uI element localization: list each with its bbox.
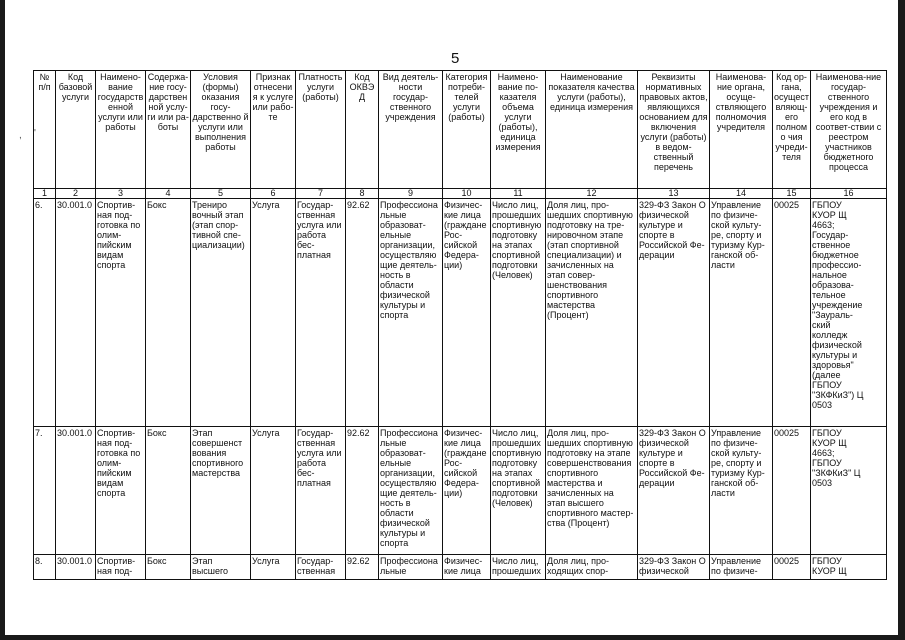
cell-authority-code: 00025: [773, 555, 811, 580]
cell-conditions: Этап совершенст вования спортивного мастерства: [191, 427, 251, 555]
page-number: 5: [451, 50, 460, 67]
col-number: 1: [34, 189, 56, 199]
cell-row-number: 7.: [34, 427, 56, 555]
col-number: 3: [96, 189, 146, 199]
header-row: [34, 71, 887, 189]
cell-authority-code: 00025: [773, 199, 811, 427]
col-header: Код ОКВЭД: [346, 71, 379, 189]
cell-base-code: 30.001.0: [56, 199, 96, 427]
cell-consumers: Физичес- кие лица (граждане Рос- сийской Федера- ции): [443, 199, 491, 427]
scan-edge-bottom: [0, 635, 905, 640]
cell-okved: 92.62: [346, 427, 379, 555]
col-header: Наименова-ние государ-ственного учреждения и его код в соответ-ствии с реестром участников бюджетного процесса: [811, 71, 887, 189]
cell-payment: Государ- ственная услуга или работа бес- платная: [296, 427, 346, 555]
col-header: Наименова-ние органа, осуще-ствляющего полномочия учредителя: [710, 71, 773, 189]
col-number: 5: [191, 189, 251, 199]
cell-service-name: Спортив- ная под- готовка по олим- пийским видам спорта: [96, 199, 146, 427]
col-number: 4: [146, 189, 191, 199]
col-number: 11: [491, 189, 546, 199]
cell-authority: Управление по физиче-: [710, 555, 773, 580]
cell-base-code: 30.001.0: [56, 427, 96, 555]
col-number: 15: [773, 189, 811, 199]
cell-quality-indicator: Доля лиц, про- ходящих спор-: [546, 555, 638, 580]
col-header: Код ор-гана, осущест вляющ-его полномо чия учреди-теля: [773, 71, 811, 189]
col-number: 10: [443, 189, 491, 199]
cell-type: Услуга: [251, 427, 296, 555]
cell-payment: Государ- ственная услуга или работа бес- платная: [296, 199, 346, 427]
cell-institution: ГБПОУ КУОР Щ: [811, 555, 887, 580]
cell-okved: 92.62: [346, 199, 379, 427]
cell-conditions: Трениро вочный этап (этап спор- тивной спе- циализации): [191, 199, 251, 427]
col-number: 14: [710, 189, 773, 199]
cell-activity: Профессиона льные: [379, 555, 443, 580]
cell-legal-acts: 329-ФЗ Закон О физической: [638, 555, 710, 580]
cell-content: Бокс: [146, 555, 191, 580]
table-row: [34, 199, 887, 427]
scan-mark: ,: [19, 130, 22, 141]
col-header: Категория потреби-телей услуги (работы): [443, 71, 491, 189]
cell-legal-acts: 329-ФЗ Закон О физической культуре и спорте в Российской Фе- дерации: [638, 199, 710, 427]
col-header: Платность услуги (работы): [296, 71, 346, 189]
table-row: [34, 427, 887, 555]
scan-mark: ': [34, 128, 36, 139]
cell-activity: Профессиона льные образоват- ельные организации, осуществляю щие деятель- ность в области физической культуры и спорта: [379, 199, 443, 427]
cell-legal-acts: 329-ФЗ Закон О физической культуре и спорте в Российской Фе- дерации: [638, 427, 710, 555]
cell-activity: Профессиона льные образоват- ельные организации, осуществляю щие деятель- ность в области физической культуры и спорта: [379, 427, 443, 555]
col-header: № п/п: [34, 71, 56, 189]
cell-authority: Управление по физиче- ской культу- ре, спорту и туризму Кур- ганской об- ласти: [710, 199, 773, 427]
col-header: Условия (формы) оказания госу-дарственно й услуги или выполнения работы: [191, 71, 251, 189]
cell-authority-code: 00025: [773, 427, 811, 555]
col-header: Наименование показателя качества услуги (работы), единица измерения: [546, 71, 638, 189]
cell-content: Бокс: [146, 199, 191, 427]
col-header: Содержа-ние госу-дарствен ной услу-ги или ра-боты: [146, 71, 191, 189]
cell-content: Бокс: [146, 427, 191, 555]
col-header: Вид деятель-ности государ-ственного учреждения: [379, 71, 443, 189]
scan-edge-right: [898, 0, 905, 640]
cell-payment: Государ- ственная: [296, 555, 346, 580]
cell-institution: ГБПОУ КУОР Щ 4663; ГБПОУ "ЗКФКиЗ" Ц 0503: [811, 427, 887, 555]
col-header: Код базовой услуги: [56, 71, 96, 189]
services-table: [33, 70, 887, 580]
col-number: 6: [251, 189, 296, 199]
column-number-row: [34, 189, 887, 199]
cell-type: Услуга: [251, 199, 296, 427]
col-header: Признак отнесения к услуге или рабо-те: [251, 71, 296, 189]
cell-authority: Управление по физиче- ской культу- ре, спорту и туризму Кур- ганской об- ласти: [710, 427, 773, 555]
col-number: 7: [296, 189, 346, 199]
cell-institution: ГБПОУ КУОР Щ 4663; Государ- ственное бюджетное профессио- нальное образова- тельное учреждение "Заураль- ский колледж физической культуры и здоровья" (далее ГБПОУ "ЗКФКиЗ") Ц 0503: [811, 199, 887, 427]
col-number: 8: [346, 189, 379, 199]
cell-volume-indicator: Число лиц, прошедших спортивную подготовку на этапах спортивной подготовки (Человек): [491, 199, 546, 427]
cell-conditions: Этап высшего: [191, 555, 251, 580]
cell-quality-indicator: Доля лиц, про- шедших спортивную подготовку на этапе совершенствования спортивного мастерства и зачисленных на этап высшего спортивного мастер- ства (Процент): [546, 427, 638, 555]
cell-quality-indicator: Доля лиц, про- шедших спортивную подготовку на тре- нировочном этапе (этап спортивной специализации) и зачисленных на этап совер- шенствования спортивного мастерства (Процент): [546, 199, 638, 427]
cell-consumers: Физичес- кие лица: [443, 555, 491, 580]
cell-row-number: 8.: [34, 555, 56, 580]
col-header: Реквизиты нормативных правовых актов, являющихся основанием для включения услуги (работы) в ведом-ственный перечень: [638, 71, 710, 189]
col-header: Наимено-вание государств енной услуги или работы: [96, 71, 146, 189]
col-number: 9: [379, 189, 443, 199]
cell-volume-indicator: Число лиц, прошедших: [491, 555, 546, 580]
table-row: [34, 555, 887, 580]
col-number: 16: [811, 189, 887, 199]
scan-edge-left: [0, 0, 5, 640]
cell-base-code: 30.001.0: [56, 555, 96, 580]
col-header: Наимено-вание по-казателя объема услуги (работы), единица измерения: [491, 71, 546, 189]
col-number: 13: [638, 189, 710, 199]
cell-row-number: 6.: [34, 199, 56, 427]
col-number: 12: [546, 189, 638, 199]
cell-service-name: Спортив- ная под-: [96, 555, 146, 580]
cell-service-name: Спортив- ная под- готовка по олим- пийским видам спорта: [96, 427, 146, 555]
cell-consumers: Физичес- кие лица (граждане Рос- сийской Федера- ции): [443, 427, 491, 555]
cell-volume-indicator: Число лиц, прошедших спортивную подготовку на этапах спортивной подготовки (Человек): [491, 427, 546, 555]
cell-type: Услуга: [251, 555, 296, 580]
cell-okved: 92.62: [346, 555, 379, 580]
col-number: 2: [56, 189, 96, 199]
